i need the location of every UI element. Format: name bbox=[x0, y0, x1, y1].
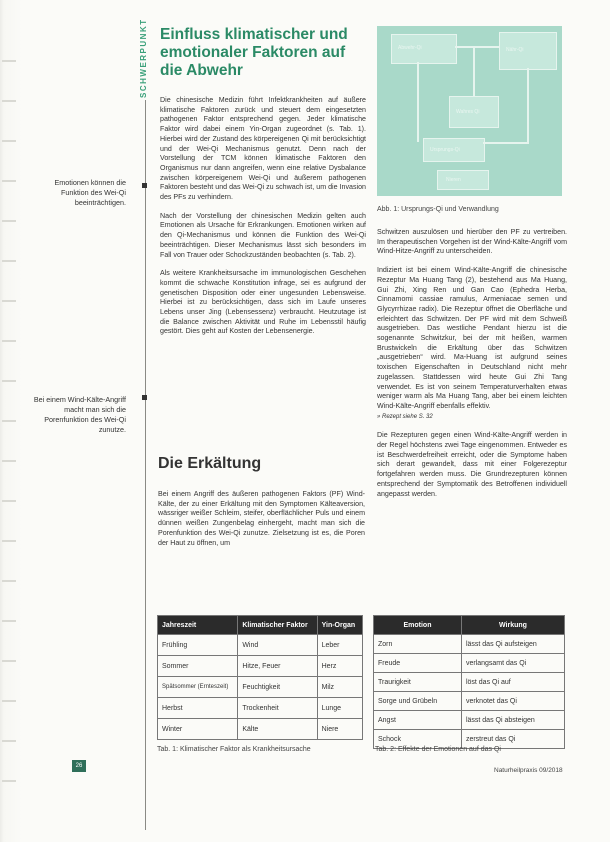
table-cell: Frühling bbox=[158, 635, 238, 656]
paragraph: Die Rezepturen gegen einen Wind-Kälte-Angriff werden in der Regel höchstens zwei Tage eingenommen. Entweder es ist Beschwerdefreiheit erreicht, oder die Symptome haben sich derart gewandelt, dass mit einer Folgerezeptur fortgefahren werden muss. Die Grundrezepturen können entsprechend der Symptomatik des Betroffenen individuell angepasst werden. bbox=[377, 431, 567, 498]
emotion-effects-table bbox=[373, 615, 565, 749]
table-header: Klimatischer Faktor bbox=[238, 616, 317, 635]
section-label: SCHWERPUNKT bbox=[139, 18, 148, 98]
paragraph: Bei einem Angriff des äußeren pathogenen Faktors (PF) Wind-Kälte, der zu einer Erkältung mit den Symptomen Kälteaversion, wässriger weißer Schleim, steifer, oberflächlicher Puls und einem dünnen weißen Zungenbelag einhergeht, macht man sich die Porenfunktion des Wei-Qi zunutze. Zielsetzung ist es, die Poren der Haut zu öffnen, um bbox=[158, 490, 365, 547]
page-title: Einfluss klimatischer und emotionaler Faktoren auf die Abwehr bbox=[160, 26, 348, 79]
left-column bbox=[160, 96, 366, 346]
paragraph: Als weitere Krankheitsursache im immunologischen Geschehen kommt die schwache Konstitution infrage, sei es aufgrund der genetischen Disposition oder einer ungesunden Lebensweise. Hierbei ist zu berücksichtigen, dass sich im Laufe unseres Lebens unser Jing (Lebensessenz) verbraucht. Heutzutage ist die Balance zwischen Aktivität und Ruhe im Lebensstil häufig gestört. Dies geht auf Kosten der Lebensenergie. bbox=[160, 269, 366, 336]
journal-footer: Naturheilpraxis 09/2018 bbox=[494, 767, 563, 774]
table-cell: Zorn bbox=[374, 635, 462, 654]
section-heading: Die Erkältung bbox=[158, 455, 262, 472]
table-cell: Herbst bbox=[158, 698, 238, 719]
table-cell: Hitze, Feuer bbox=[238, 656, 317, 677]
table-row bbox=[158, 635, 363, 656]
table-cell: Feuchtigkeit bbox=[238, 677, 317, 698]
table-cell: Schock bbox=[374, 730, 462, 749]
table-caption: Tab. 2: Effekte der Emotionen auf das Qi bbox=[375, 746, 501, 753]
diagram-box: Nähr-Qi bbox=[499, 32, 557, 70]
table-row bbox=[158, 719, 363, 740]
table-cell: Trockenheit bbox=[238, 698, 317, 719]
diagram-connector bbox=[417, 62, 419, 142]
table-cell: Niere bbox=[317, 719, 362, 740]
margin-bullet bbox=[142, 395, 147, 400]
table-row bbox=[374, 692, 565, 711]
table-cell: Spätsommer (Ernteszeit) bbox=[158, 677, 238, 698]
table-cell: Leber bbox=[317, 635, 362, 656]
table-cell: verlangsamt das Qi bbox=[461, 654, 564, 673]
section-paragraph bbox=[158, 490, 365, 557]
paragraph: Indiziert ist bei einem Wind-Kälte-Angriff die chinesische Rezeptur Ma Huang Tang (2), bestehend aus Ma Huang, Gui Zhi, Xing Ren und Gan Cao (Ephedra Herba, Cinnamomi cassiae ramulus, Armeniacae semen und Glycyrrhizae radix). Die Rezeptur öffnet die Oberfläche und erleichtert das Schwitzen. Der PF wird mit dem Schweiß ausgetrieben. Das westliche Pendant hierzu ist die sogenannte Schwitzkur, bei der mit heißen, warmen Brustwickeln die Erkältung über das Schwitzen „ausgetrieben“ wird. Ma-Huang ist aufgrund seines toxischen Eigenschaften in Deutschland nicht mehr zugelassen. Stattdessen wird heute Gui Zhi Tang verwendet. Es ist von seinem Temperaturverhalten etwas weniger warm als Ma Huang Tang, aber bei einem leichten Wind-Kälte-Angriff ebenfalls effektiv. bbox=[377, 266, 567, 410]
table-header: Emotion bbox=[374, 616, 462, 635]
table-cell: lässt das Qi aufsteigen bbox=[461, 635, 564, 654]
paragraph: Nach der Vorstellung der chinesischen Medizin gelten auch Emotionen als Ursache für Erkrankungen. Emotionen wirken auf den Qi-Mechanismus und können die Funktion des Wei-Qi beeinträchtigen. Dieser Mechanismus lässt sich besonders im Fall von Trauer oder Schockzuständen beobachten (s. Tab. 2). bbox=[160, 211, 366, 259]
diagram-box: Abwehr-Qi bbox=[391, 34, 457, 64]
table-cell: lässt das Qi absteigen bbox=[461, 711, 564, 730]
climate-factor-table bbox=[157, 615, 363, 740]
table-row bbox=[374, 654, 565, 673]
table-cell: Milz bbox=[317, 677, 362, 698]
table-cell: Wind bbox=[238, 635, 317, 656]
recipe-reference: » Rezept siehe S. 32 bbox=[377, 413, 433, 420]
table-cell: Sorge und Grübeln bbox=[374, 692, 462, 711]
figure-caption: Abb. 1: Ursprungs-Qi und Verwandlung bbox=[377, 206, 499, 213]
table-cell: verknotet das Qi bbox=[461, 692, 564, 711]
table-cell: Herz bbox=[317, 656, 362, 677]
diagram-connector bbox=[527, 68, 529, 142]
margin-divider bbox=[145, 100, 146, 830]
table-row bbox=[374, 635, 565, 654]
table-row bbox=[374, 711, 565, 730]
paragraph: Die chinesische Medizin führt Infektkrankheiten auf äußere klimatische Faktoren zurück und steuert dem eingesetzten pathogenen Faktor entsprechend gegen. Jeder klimatische Faktor wird dabei einem Yin-Organ zugeordnet (s. Tab. 1). Hierbei wird der Zustand des körpereigenen Qi mit berücksichtigt und der Wei-Qi Mechanismus genutzt. Denn nach der Vorstellung der TCM können klimatische Faktoren den Organismus nur dann angreifen, wenn eine relative Dysbalance zwischen körpereigenem Wei-Qi und äußerem pathogenen Faktoren besteht und das Wei-Qi zu schwach ist, um die Invasion des PFs zu verhindern. bbox=[160, 96, 366, 202]
table-row bbox=[158, 677, 363, 698]
diagram-connector bbox=[455, 46, 499, 48]
table-header: Wirkung bbox=[461, 616, 564, 635]
table-row bbox=[158, 656, 363, 677]
diagram-box: Ursprungs-Qi bbox=[423, 138, 485, 162]
table-cell: Winter bbox=[158, 719, 238, 740]
right-column bbox=[377, 228, 567, 508]
table-cell: löst das Qi auf bbox=[461, 673, 564, 692]
margin-note-emotions: Emotionen können die Funktion des Wei-Qi beeinträchtigen. bbox=[54, 178, 126, 207]
table-cell: Traurigkeit bbox=[374, 673, 462, 692]
binder-holes bbox=[0, 0, 20, 842]
table-cell: Kälte bbox=[238, 719, 317, 740]
table-cell: zerstreut das Qi bbox=[461, 730, 564, 749]
margin-bullet bbox=[142, 183, 147, 188]
table-cell: Angst bbox=[374, 711, 462, 730]
page-number: 26 bbox=[72, 760, 86, 772]
table-cell: Sommer bbox=[158, 656, 238, 677]
diagram-box: Wahres Qi bbox=[449, 96, 499, 128]
table-caption: Tab. 1: Klimatischer Faktor als Krankheitsursache bbox=[157, 746, 311, 753]
table-header: Jahreszeit bbox=[158, 616, 238, 635]
table-header: Yin-Organ bbox=[317, 616, 362, 635]
table-row bbox=[158, 698, 363, 719]
diagram-connector bbox=[473, 48, 475, 96]
diagram-connector bbox=[483, 142, 529, 144]
table-cell: Lunge bbox=[317, 698, 362, 719]
qi-diagram bbox=[377, 26, 562, 196]
paragraph: Schwitzen auszulösen und hierüber den PF zu vertreiben. Im therapeutischen Vorgehen ist der Wind-Kälte-Angriff vom Wind-Hitze-Angriff zu unterscheiden. bbox=[377, 228, 567, 256]
diagram-box: Nieren bbox=[437, 170, 489, 190]
table-row bbox=[374, 673, 565, 692]
margin-note-wind-cold: Bei einem Wind-Kälte-Angriff macht man sich die Porenfunktion des Wei-Qi zunutze. bbox=[33, 395, 126, 434]
table-cell: Freude bbox=[374, 654, 462, 673]
